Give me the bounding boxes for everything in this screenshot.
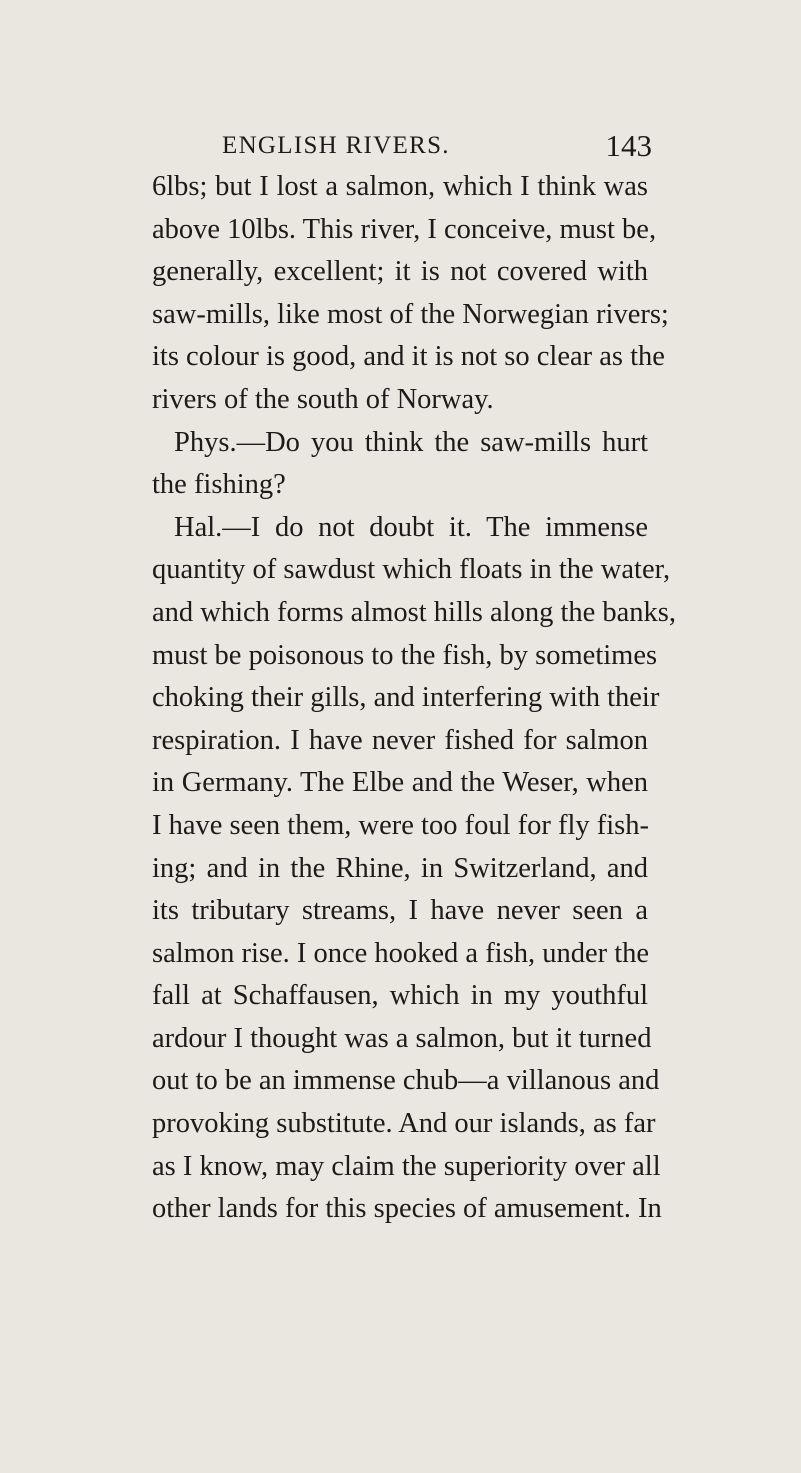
text-line: 6lbs; but I lost a salmon, which I think was xyxy=(152,171,648,202)
text-line: choking their gills, and interfering with their xyxy=(152,682,660,714)
page-number: 143 xyxy=(605,128,652,163)
text-line: provoking substitute. And our islands, as far xyxy=(152,1108,656,1140)
text-line: saw-mills, like most of the Norwegian rivers; xyxy=(152,298,669,330)
text-line: its colour is good, and it is not so clear as the xyxy=(152,341,665,373)
text-line: respiration. I have never fished for salmon xyxy=(152,724,648,756)
text-line: and which forms almost hills along the banks, xyxy=(152,596,677,628)
text-line: rivers of the south of Norway. xyxy=(152,383,494,415)
text-line: Phys.—Do you think the saw-mills hurt xyxy=(174,426,648,458)
body-text xyxy=(152,166,677,1231)
text-line: in Germany. The Elbe and the Weser, when xyxy=(152,767,648,799)
text-line: the fishing? xyxy=(152,469,286,501)
text-line: out to be an immense chub—a villanous and xyxy=(152,1065,660,1097)
text-line: I have seen them, were too foul for fly fish- xyxy=(152,809,649,841)
text-line: salmon rise. I once hooked a fish, under the xyxy=(152,937,650,969)
text-line: other lands for this species of amusement. In xyxy=(152,1193,662,1225)
text-line: Hal.—I do not doubt it. The immense xyxy=(174,511,648,543)
text-line: ing; and in the Rhine, in Switzerland, and xyxy=(152,852,648,884)
text-line: ardour I thought was a salmon, but it turned xyxy=(152,1022,652,1054)
running-head xyxy=(212,128,652,168)
text-line: above 10lbs. This river, I conceive, must be, xyxy=(152,213,657,245)
running-title: ENGLISH RIVERS. xyxy=(222,132,450,159)
text-line: fall at Schaffausen, which in my youthful xyxy=(152,980,648,1012)
text-line: its tributary streams, I have never seen a xyxy=(152,895,648,927)
text-line: generally, excellent; it is not covered with xyxy=(152,256,648,288)
text-line: as I know, may claim the superiority over all xyxy=(152,1150,661,1182)
text-line: quantity of sawdust which floats in the water, xyxy=(152,554,671,586)
text-line: must be poisonous to the fish, by sometimes xyxy=(152,639,658,671)
